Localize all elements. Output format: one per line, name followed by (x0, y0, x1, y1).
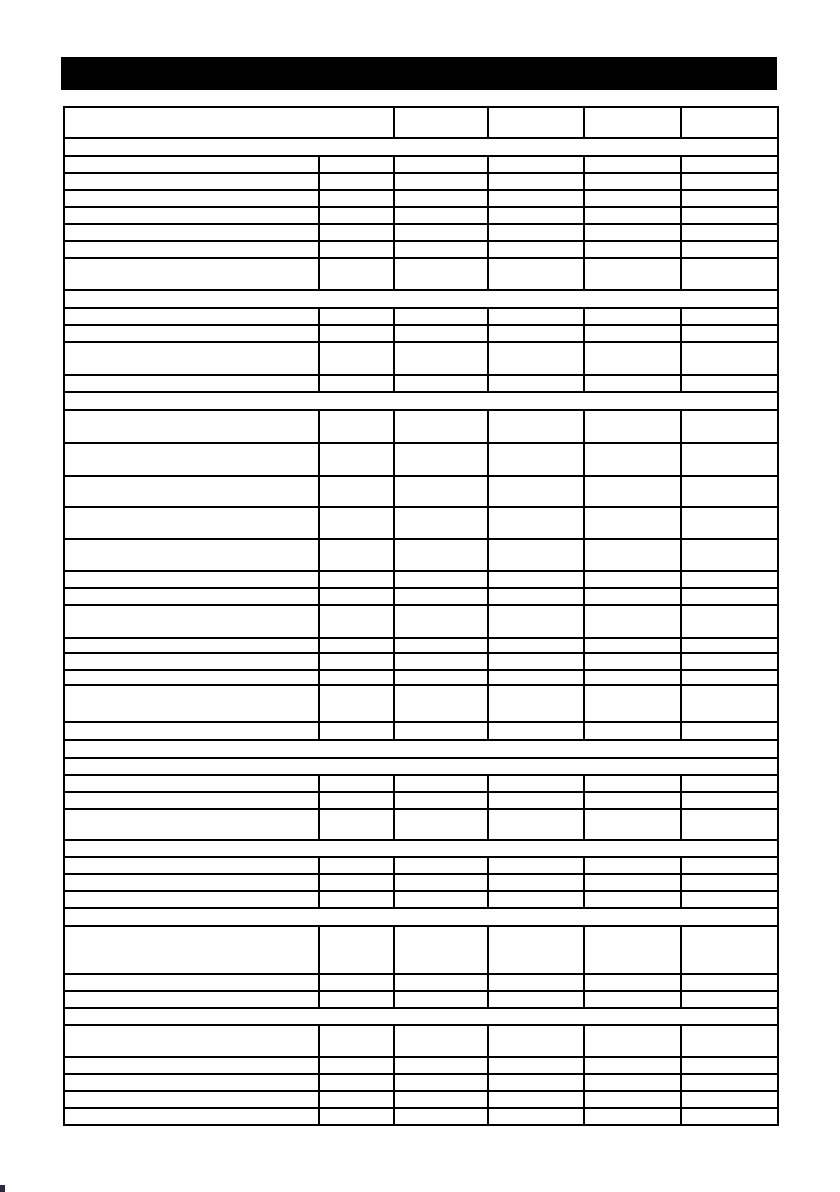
value-cell (681, 1091, 778, 1108)
value-cell (394, 1074, 488, 1091)
value-cell (584, 670, 681, 685)
value-cell (681, 224, 778, 241)
value-cell (319, 571, 394, 588)
value-cell (681, 507, 778, 539)
value-cell (681, 258, 778, 290)
value-cell (319, 1108, 394, 1125)
value-cell (319, 410, 394, 443)
value-cell (394, 722, 488, 740)
value-cell (584, 775, 681, 792)
row-label-cell (64, 685, 319, 722)
value-cell (394, 375, 488, 392)
row-label-cell (64, 375, 319, 392)
table-row (64, 410, 778, 443)
value-cell (394, 653, 488, 670)
row-label-cell (64, 722, 319, 740)
row-label-cell (64, 410, 319, 443)
header-row (64, 107, 778, 138)
value-cell (319, 507, 394, 539)
value-cell (394, 258, 488, 290)
value-cell (394, 974, 488, 991)
value-cell (319, 926, 394, 974)
value-cell (488, 571, 584, 588)
row-label-cell (64, 653, 319, 670)
value-cell (488, 926, 584, 974)
section-divider-row (64, 840, 778, 857)
spec-table (63, 106, 779, 1126)
value-cell (488, 476, 584, 507)
value-cell (488, 974, 584, 991)
section-divider-row (64, 740, 778, 758)
value-cell (319, 1091, 394, 1108)
value-cell (584, 410, 681, 443)
value-cell (681, 207, 778, 224)
value-cell (584, 443, 681, 476)
value-cell (488, 722, 584, 740)
section-divider-row (64, 290, 778, 308)
value-cell (319, 325, 394, 342)
value-cell (319, 670, 394, 685)
row-label-cell (64, 325, 319, 342)
value-cell (681, 173, 778, 190)
value-cell (488, 258, 584, 290)
value-cell (584, 375, 681, 392)
value-cell (488, 653, 584, 670)
row-label-cell (64, 476, 319, 507)
value-cell (488, 891, 584, 908)
value-cell (394, 443, 488, 476)
value-cell (394, 539, 488, 571)
value-cell (319, 207, 394, 224)
value-cell (584, 685, 681, 722)
table-row (64, 670, 778, 685)
value-cell (681, 476, 778, 507)
value-cell (394, 1091, 488, 1108)
value-cell (681, 991, 778, 1008)
value-cell (319, 375, 394, 392)
value-cell (394, 410, 488, 443)
value-cell (319, 809, 394, 840)
section-divider-row (64, 392, 778, 410)
value-cell (488, 224, 584, 241)
value-cell (394, 173, 488, 190)
value-cell (681, 342, 778, 375)
value-cell (584, 722, 681, 740)
value-cell (394, 685, 488, 722)
value-cell (584, 974, 681, 991)
value-cell (488, 588, 584, 605)
row-label-cell (64, 605, 319, 638)
value-cell (584, 173, 681, 190)
table-row (64, 224, 778, 241)
value-cell (681, 325, 778, 342)
value-cell (319, 308, 394, 325)
value-cell (394, 588, 488, 605)
value-cell (681, 974, 778, 991)
value-cell (681, 190, 778, 207)
value-cell (584, 1025, 681, 1057)
table-row (64, 588, 778, 605)
value-cell (681, 156, 778, 173)
value-cell (394, 156, 488, 173)
value-cell (584, 926, 681, 974)
value-cell (394, 605, 488, 638)
value-cell (394, 190, 488, 207)
value-cell (319, 258, 394, 290)
row-label-cell (64, 926, 319, 974)
value-cell (488, 375, 584, 392)
value-cell (584, 638, 681, 653)
value-cell (488, 173, 584, 190)
value-cell (681, 874, 778, 891)
value-cell (319, 539, 394, 571)
value-cell (681, 722, 778, 740)
section-divider-row (64, 758, 778, 775)
table-row (64, 539, 778, 571)
value-cell (319, 605, 394, 638)
value-cell (584, 891, 681, 908)
value-cell (394, 507, 488, 539)
value-cell (394, 809, 488, 840)
row-label-cell (64, 342, 319, 375)
value-cell (488, 207, 584, 224)
value-cell (488, 410, 584, 443)
table-row (64, 809, 778, 840)
value-cell (584, 507, 681, 539)
value-cell (488, 443, 584, 476)
table-row (64, 1091, 778, 1108)
row-label-cell (64, 792, 319, 809)
row-label-cell (64, 190, 319, 207)
value-cell (584, 241, 681, 258)
value-cell (319, 685, 394, 722)
table-row (64, 190, 778, 207)
table-row (64, 605, 778, 638)
table-row (64, 1074, 778, 1091)
value-cell (394, 308, 488, 325)
value-cell (488, 1108, 584, 1125)
table-row (64, 792, 778, 809)
row-label-cell (64, 891, 319, 908)
value-cell (584, 190, 681, 207)
value-cell (394, 874, 488, 891)
row-label-cell (64, 638, 319, 653)
table-row (64, 241, 778, 258)
section-divider-row (64, 1008, 778, 1025)
table-row (64, 1057, 778, 1074)
value-cell (394, 775, 488, 792)
row-label-cell (64, 1108, 319, 1125)
value-cell (488, 1057, 584, 1074)
value-cell (394, 891, 488, 908)
value-cell (681, 653, 778, 670)
header-value-cell (488, 107, 584, 138)
section-header-cell (64, 290, 778, 308)
value-cell (681, 1057, 778, 1074)
value-cell (488, 685, 584, 722)
value-cell (584, 258, 681, 290)
value-cell (488, 670, 584, 685)
row-label-cell (64, 571, 319, 588)
value-cell (319, 857, 394, 874)
section-header-cell (64, 758, 778, 775)
section-header-cell (64, 740, 778, 758)
header-label-cell (64, 107, 394, 138)
table-row (64, 991, 778, 1008)
value-cell (681, 375, 778, 392)
value-cell (488, 991, 584, 1008)
value-cell (681, 775, 778, 792)
value-cell (584, 605, 681, 638)
row-label-cell (64, 670, 319, 685)
row-label-cell (64, 809, 319, 840)
row-label-cell (64, 857, 319, 874)
value-cell (488, 605, 584, 638)
value-cell (319, 653, 394, 670)
value-cell (319, 974, 394, 991)
value-cell (681, 685, 778, 722)
table-row (64, 325, 778, 342)
value-cell (584, 588, 681, 605)
row-label-cell (64, 443, 319, 476)
value-cell (584, 1108, 681, 1125)
value-cell (584, 857, 681, 874)
value-cell (394, 638, 488, 653)
value-cell (681, 605, 778, 638)
value-cell (319, 342, 394, 375)
row-label-cell (64, 507, 319, 539)
table-row (64, 775, 778, 792)
table-body (64, 107, 778, 1125)
section-header-cell (64, 1008, 778, 1025)
header-value-cell (394, 107, 488, 138)
value-cell (394, 1025, 488, 1057)
value-cell (319, 874, 394, 891)
value-cell (488, 507, 584, 539)
table-row (64, 507, 778, 539)
value-cell (488, 539, 584, 571)
value-cell (488, 1091, 584, 1108)
section-divider-row (64, 908, 778, 926)
value-cell (681, 539, 778, 571)
value-cell (488, 874, 584, 891)
value-cell (584, 1074, 681, 1091)
value-cell (681, 443, 778, 476)
row-label-cell (64, 224, 319, 241)
value-cell (319, 638, 394, 653)
value-cell (488, 857, 584, 874)
value-cell (394, 857, 488, 874)
value-cell (319, 443, 394, 476)
value-cell (488, 241, 584, 258)
table-row (64, 258, 778, 290)
table-row (64, 173, 778, 190)
table-row (64, 375, 778, 392)
value-cell (319, 991, 394, 1008)
row-label-cell (64, 308, 319, 325)
value-cell (681, 1074, 778, 1091)
value-cell (584, 991, 681, 1008)
value-cell (584, 874, 681, 891)
value-cell (681, 670, 778, 685)
table-row (64, 653, 778, 670)
value-cell (681, 571, 778, 588)
table-row (64, 1108, 778, 1125)
value-cell (319, 792, 394, 809)
value-cell (488, 190, 584, 207)
value-cell (319, 1025, 394, 1057)
table-row (64, 638, 778, 653)
value-cell (681, 1025, 778, 1057)
value-cell (584, 207, 681, 224)
value-cell (488, 308, 584, 325)
value-cell (681, 857, 778, 874)
value-cell (488, 1025, 584, 1057)
value-cell (319, 173, 394, 190)
value-cell (488, 775, 584, 792)
value-cell (488, 325, 584, 342)
row-label-cell (64, 974, 319, 991)
row-label-cell (64, 156, 319, 173)
title-banner (61, 57, 777, 90)
row-label-cell (64, 991, 319, 1008)
value-cell (319, 1057, 394, 1074)
value-cell (584, 792, 681, 809)
value-cell (394, 325, 488, 342)
table-row (64, 156, 778, 173)
value-cell (584, 1057, 681, 1074)
value-cell (681, 241, 778, 258)
value-cell (394, 207, 488, 224)
row-label-cell (64, 258, 319, 290)
table-row (64, 685, 778, 722)
value-cell (394, 1108, 488, 1125)
value-cell (681, 410, 778, 443)
value-cell (584, 308, 681, 325)
value-cell (681, 588, 778, 605)
header-value-cell (681, 107, 778, 138)
value-cell (319, 224, 394, 241)
value-cell (584, 224, 681, 241)
value-cell (681, 809, 778, 840)
value-cell (319, 722, 394, 740)
value-cell (394, 991, 488, 1008)
value-cell (319, 156, 394, 173)
value-cell (681, 308, 778, 325)
value-cell (394, 342, 488, 375)
table-row (64, 342, 778, 375)
table-row (64, 308, 778, 325)
row-label-cell (64, 1025, 319, 1057)
row-label-cell (64, 241, 319, 258)
row-label-cell (64, 1074, 319, 1091)
value-cell (584, 342, 681, 375)
value-cell (584, 156, 681, 173)
value-cell (681, 891, 778, 908)
row-label-cell (64, 207, 319, 224)
table-row (64, 974, 778, 991)
value-cell (394, 1057, 488, 1074)
value-cell (488, 809, 584, 840)
value-cell (319, 241, 394, 258)
value-cell (319, 476, 394, 507)
value-cell (319, 588, 394, 605)
value-cell (319, 190, 394, 207)
table-row (64, 1025, 778, 1057)
value-cell (584, 539, 681, 571)
table-row (64, 874, 778, 891)
section-divider-row (64, 138, 778, 156)
table-row (64, 443, 778, 476)
value-cell (394, 571, 488, 588)
value-cell (394, 476, 488, 507)
row-label-cell (64, 1091, 319, 1108)
header-value-cell (584, 107, 681, 138)
value-cell (681, 926, 778, 974)
value-cell (488, 342, 584, 375)
value-cell (319, 1074, 394, 1091)
value-cell (584, 809, 681, 840)
table-row (64, 891, 778, 908)
value-cell (584, 476, 681, 507)
row-label-cell (64, 539, 319, 571)
value-cell (488, 792, 584, 809)
value-cell (584, 653, 681, 670)
value-cell (394, 670, 488, 685)
section-header-cell (64, 840, 778, 857)
value-cell (319, 891, 394, 908)
value-cell (394, 926, 488, 974)
table-row (64, 207, 778, 224)
value-cell (488, 1074, 584, 1091)
value-cell (681, 1108, 778, 1125)
table-row (64, 476, 778, 507)
value-cell (488, 156, 584, 173)
table-row (64, 926, 778, 974)
row-label-cell (64, 1057, 319, 1074)
section-header-cell (64, 908, 778, 926)
scan-artifact (0, 1185, 5, 1192)
section-header-cell (64, 138, 778, 156)
section-header-cell (64, 392, 778, 410)
row-label-cell (64, 173, 319, 190)
value-cell (681, 638, 778, 653)
value-cell (584, 571, 681, 588)
value-cell (394, 224, 488, 241)
value-cell (394, 241, 488, 258)
row-label-cell (64, 775, 319, 792)
row-label-cell (64, 874, 319, 891)
value-cell (584, 325, 681, 342)
table-row (64, 857, 778, 874)
table-row (64, 571, 778, 588)
value-cell (394, 792, 488, 809)
table-row (64, 722, 778, 740)
value-cell (681, 792, 778, 809)
value-cell (319, 775, 394, 792)
value-cell (488, 638, 584, 653)
value-cell (584, 1091, 681, 1108)
row-label-cell (64, 588, 319, 605)
